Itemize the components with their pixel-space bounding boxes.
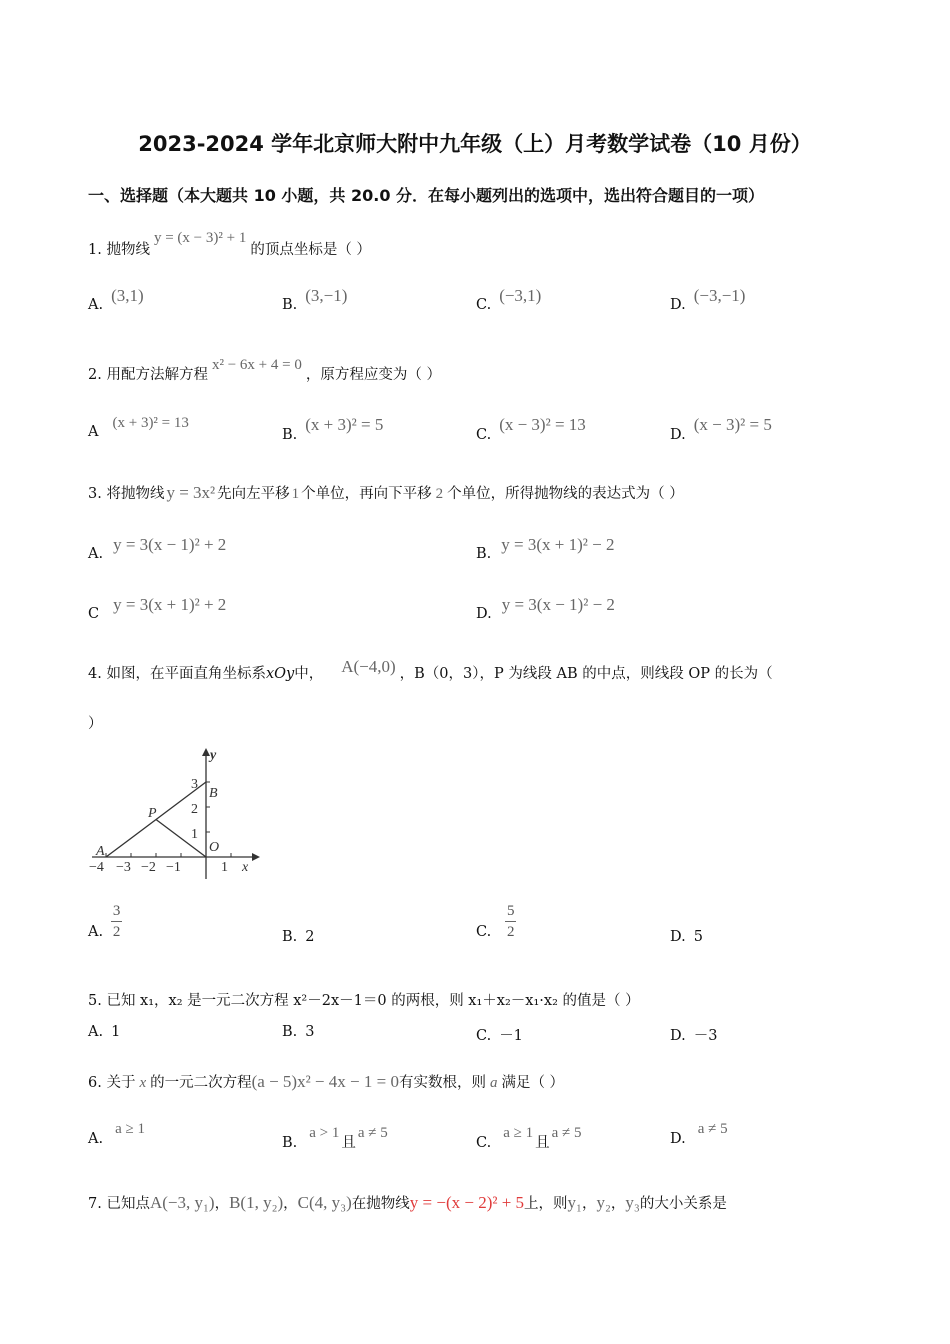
- fraction-bar: [111, 921, 122, 922]
- fraction-bar: [505, 921, 516, 922]
- q7-point-b: B(1, y₂): [229, 1193, 284, 1212]
- option-value: (x + 3)² = 13: [112, 415, 189, 431]
- q5-stem: 5. 已知 x₁，x₂ 是一元二次方程 x²－2x－1＝0 的两根，则 x₁＋x₂－x₁·x₂ 的值是（ ）: [88, 993, 640, 1009]
- option-label: C.: [476, 427, 492, 443]
- option-label: B.: [282, 427, 298, 443]
- tick-label-y: 2: [191, 802, 198, 817]
- option-value: 1: [111, 1024, 121, 1040]
- q7-stem: [88, 1192, 727, 1213]
- q5-option-a[interactable]: [88, 1024, 120, 1040]
- option-label: D.: [476, 606, 492, 622]
- tick-label-y: 3: [191, 777, 198, 792]
- q6-expression: (a − 5)x² − 4x − 1 = 0: [251, 1072, 399, 1091]
- q3-stem: [88, 482, 684, 503]
- option-value: (−3,−1): [693, 286, 746, 305]
- fraction-numerator: 5: [506, 903, 515, 919]
- option-value: y = 3(x + 1)² − 2: [501, 535, 615, 554]
- q2-option-d[interactable]: [670, 415, 772, 444]
- q1-expression: y = (x − 3)² + 1: [153, 230, 247, 246]
- q4-option-b[interactable]: [282, 929, 315, 945]
- label-a: A: [96, 844, 105, 859]
- q3-option-c[interactable]: [88, 595, 227, 623]
- q6-text: 有实数根，则: [398, 1075, 486, 1091]
- q4-text: 中，: [294, 666, 324, 682]
- option-value: －3: [693, 1028, 718, 1044]
- q7-text: 在抛物线: [351, 1196, 410, 1212]
- q4-option-d[interactable]: [670, 929, 703, 945]
- option-value: a ≠ 5: [551, 1125, 582, 1141]
- q3-expression: y = 3x²: [166, 483, 216, 502]
- q7-point-c: C(4, y₃): [297, 1193, 352, 1212]
- option-value: a ≥ 1: [503, 1125, 534, 1141]
- option-value: a ≠ 5: [697, 1121, 728, 1137]
- q1-stem: [88, 230, 371, 259]
- q6-variable: x: [139, 1075, 147, 1091]
- tick-label-y: 1: [191, 827, 198, 842]
- option-label: A.: [88, 297, 104, 313]
- option-label: D.: [670, 1131, 686, 1147]
- option-fraction: [111, 903, 122, 940]
- q7-number-text: 7. 已知点: [88, 1196, 150, 1212]
- q6-stem: [88, 1071, 564, 1092]
- q2-option-c[interactable]: [476, 415, 586, 444]
- option-label: B.: [282, 297, 298, 313]
- tick-label-x: −3: [116, 860, 131, 875]
- q6-text: 满足（ ）: [501, 1075, 565, 1091]
- option-join: 且: [535, 1135, 550, 1151]
- option-label: C.: [476, 1028, 492, 1044]
- q1-option-c[interactable]: [476, 286, 542, 314]
- label-o: O: [209, 840, 220, 855]
- tick-label-x: 1: [221, 860, 228, 875]
- page-title: 2023-2024 学年北京师大附中九年级（上）月考数学试卷（10 月份）: [138, 132, 812, 156]
- segment-op: [156, 820, 206, 858]
- label-p: P: [148, 806, 157, 821]
- q4-text: ，B（0，3），P 为线段 AB 的中点，则线段 OP 的长为（: [399, 666, 773, 682]
- option-label: A.: [88, 1024, 104, 1040]
- x-axis-arrow: [252, 853, 260, 861]
- q3-option-b[interactable]: [476, 535, 615, 563]
- option-label: C.: [476, 297, 492, 313]
- section-heading: 一、选择题（本大题共 10 小题，共 20.0 分．在每小题列出的选项中，选出符合题目的一项）: [88, 186, 765, 205]
- q5-option-c[interactable]: [476, 1024, 523, 1045]
- option-value: y = 3(x + 1)² + 2: [113, 595, 227, 614]
- q4-number-text: 4. 如图，在平面直角坐标系: [88, 666, 266, 682]
- q3-text: 个单位，再向下平移: [301, 486, 432, 502]
- q4-coordinate-figure: [88, 745, 266, 880]
- q7-text: 的大小关系是: [639, 1196, 727, 1212]
- fraction-denominator: 2: [112, 924, 121, 940]
- q5-option-b[interactable]: [282, 1024, 315, 1040]
- option-value: 5: [693, 929, 703, 945]
- option-label: B.: [282, 929, 298, 945]
- q5-option-d[interactable]: [670, 1024, 717, 1045]
- q7-y1: y₁: [567, 1193, 582, 1212]
- x-axis-label: x: [242, 860, 249, 875]
- option-label: B.: [282, 1135, 298, 1151]
- option-label: A.: [88, 1131, 104, 1147]
- q1-suffix: 的顶点坐标是（ ）: [250, 242, 371, 258]
- option-value: (x + 3)² = 5: [305, 415, 384, 434]
- q1-option-d[interactable]: [670, 286, 746, 314]
- option-label: B.: [282, 1024, 298, 1040]
- q6-option-d[interactable]: [670, 1121, 728, 1148]
- y-axis-label: y: [210, 748, 217, 763]
- option-value: (−3,1): [499, 286, 542, 305]
- q3-text: 先向左平移: [217, 486, 290, 502]
- q2-option-b[interactable]: [282, 415, 384, 444]
- q3-shift-down: 2: [435, 486, 444, 502]
- option-label: C.: [476, 924, 492, 940]
- q4-point-a: A(−4,0): [341, 657, 396, 676]
- q4-option-a[interactable]: [88, 903, 122, 940]
- option-value: a > 1: [309, 1125, 340, 1141]
- option-fraction: [505, 903, 516, 940]
- q6-text: 的一元二次方程: [150, 1075, 252, 1091]
- tick-label-x: −2: [141, 860, 156, 875]
- q2-suffix: ，原方程应变为（ ）: [305, 367, 441, 383]
- option-value: y = 3(x − 1)² + 2: [113, 535, 227, 554]
- option-label: A.: [88, 924, 104, 940]
- tick-label-x: −1: [166, 860, 181, 875]
- option-value: (3,1): [111, 286, 144, 305]
- option-value: 3: [305, 1024, 315, 1040]
- tick-label-x: −4: [89, 860, 104, 875]
- q1-number-text: 1. 抛物线: [88, 242, 150, 258]
- q6-option-c[interactable]: [476, 1125, 582, 1152]
- option-label: C: [88, 606, 100, 622]
- q6-option-a[interactable]: [88, 1121, 145, 1148]
- q7-expression: y = −(x − 2)² + 5: [409, 1193, 525, 1212]
- q1-option-b[interactable]: [282, 286, 348, 314]
- q4-stem: [88, 657, 773, 683]
- option-label: D.: [670, 1028, 686, 1044]
- option-value: (x − 3)² = 13: [499, 415, 586, 434]
- q4-stem-close: ）: [88, 716, 103, 732]
- option-value: 2: [305, 929, 315, 945]
- q2-stem: [88, 357, 441, 384]
- option-value: a ≥ 1: [115, 1121, 145, 1137]
- option-value: (3,−1): [305, 286, 348, 305]
- q2-number-text: 2. 用配方法解方程: [88, 367, 208, 383]
- q3-option-a[interactable]: [88, 535, 227, 563]
- q3-text: 个单位，所得抛物线的表达式为（ ）: [447, 486, 684, 502]
- option-join: 且: [341, 1135, 356, 1151]
- option-label: C.: [476, 1135, 492, 1151]
- q6-number-text: 6. 关于: [88, 1075, 136, 1091]
- q3-shift-left: 1: [291, 486, 300, 502]
- q2-expression: x² − 6x + 4 = 0: [211, 357, 302, 373]
- y-axis-arrow: [202, 748, 210, 756]
- q2-option-a[interactable]: [88, 415, 189, 441]
- q6-option-b[interactable]: [282, 1125, 388, 1152]
- q7-y2: y₂: [596, 1193, 611, 1212]
- q7-separator: ，: [581, 1196, 597, 1212]
- q7-y3: y₃: [625, 1193, 640, 1212]
- option-value: a ≠ 5: [357, 1125, 388, 1141]
- option-value: －1: [499, 1028, 523, 1044]
- q7-separator: ，: [283, 1196, 298, 1212]
- q4-option-c[interactable]: [476, 903, 516, 940]
- option-label: A.: [88, 546, 104, 562]
- option-value: y = 3(x − 1)² − 2: [501, 595, 615, 614]
- q7-separator: ，: [610, 1196, 626, 1212]
- q7-text: 上，则: [524, 1196, 568, 1212]
- q7-point-a: A(−3, y₁): [149, 1193, 215, 1212]
- q3-number-text: 3. 将抛物线: [88, 486, 165, 502]
- q3-option-d[interactable]: [476, 595, 615, 623]
- option-label: D.: [670, 427, 686, 443]
- label-b: B: [209, 786, 218, 801]
- option-label: B.: [476, 546, 492, 562]
- q4-xoy: xOy: [265, 666, 295, 682]
- option-label: D.: [670, 929, 686, 945]
- q1-option-a[interactable]: [88, 286, 144, 314]
- option-label: D.: [670, 297, 686, 313]
- fraction-denominator: 2: [506, 924, 515, 940]
- q7-separator: ，: [214, 1196, 230, 1212]
- option-value: (x − 3)² = 5: [693, 415, 772, 434]
- fraction-numerator: 3: [112, 903, 121, 919]
- q6-variable: a: [489, 1075, 498, 1091]
- option-label: A: [88, 424, 99, 440]
